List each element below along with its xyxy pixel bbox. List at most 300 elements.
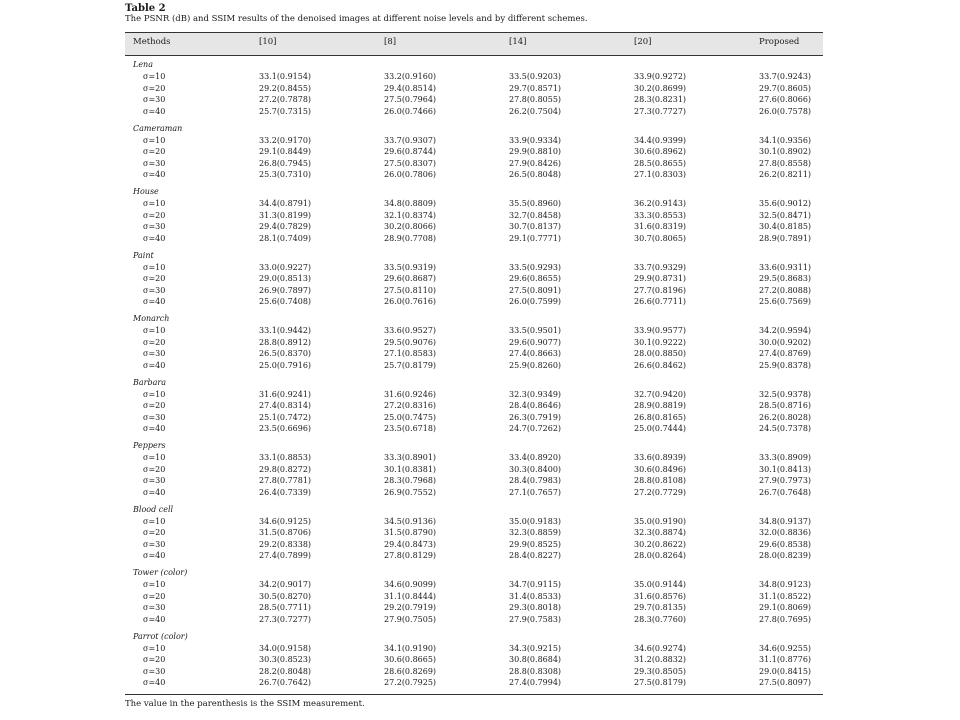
table-cell: 29.0(0.8415) — [759, 666, 812, 676]
image-name: Parrot (color) — [133, 631, 188, 641]
table-cell: 26.2(0.7504) — [509, 106, 562, 116]
table-label: Table 2 — [125, 3, 166, 14]
table-row — [125, 540, 823, 550]
sigma-label: σ=30 — [143, 476, 166, 486]
table-cell: 34.8(0.9137) — [759, 516, 812, 526]
sigma-label: σ=20 — [143, 147, 166, 157]
table-cell: 29.9(0.8810) — [509, 147, 562, 157]
table-caption: The PSNR (dB) and SSIM results of the denoised images at different noise levels and by different schemes. — [125, 14, 588, 24]
table-cell: 34.2(0.9594) — [759, 326, 812, 335]
sigma-label: σ=20 — [143, 83, 166, 93]
table-cell: 27.1(0.7657) — [509, 487, 562, 497]
table-cell: 34.8(0.9123) — [759, 580, 812, 589]
table-cell: 35.6(0.9012) — [759, 199, 812, 208]
table-cell: 31.6(0.8319) — [634, 222, 687, 232]
table-cell: 30.5(0.8270) — [259, 591, 312, 601]
table-cell: 35.0(0.9190) — [634, 516, 687, 526]
table-cell: 30.6(0.8496) — [634, 464, 687, 474]
table-row — [125, 592, 823, 602]
table-row — [125, 234, 823, 244]
table-cell: 25.0(0.7916) — [259, 360, 312, 370]
table-cell: 27.7(0.8196) — [634, 285, 687, 295]
table-cell: 25.9(0.8378) — [759, 360, 812, 370]
table-cell: 30.6(0.8962) — [634, 147, 687, 157]
sigma-label: σ=10 — [143, 135, 166, 145]
table-cell: 30.3(0.8523) — [259, 655, 312, 665]
table-cell: 29.9(0.8525) — [509, 539, 562, 549]
group-header-row — [125, 568, 823, 578]
table-row — [125, 551, 823, 561]
table-cell: 27.8(0.8558) — [759, 158, 812, 168]
table-cell: 33.3(0.8553) — [634, 210, 687, 220]
table-footnote: The value in the parenthesis is the SSIM measurement. — [125, 699, 365, 709]
table-cell: 27.8(0.8055) — [509, 95, 562, 105]
table-cell: 30.2(0.8066) — [384, 222, 437, 232]
table-cell: 34.5(0.9136) — [384, 516, 437, 526]
group-header-row — [125, 187, 823, 197]
table-cell: 35.0(0.9183) — [509, 516, 562, 526]
table-cell: 32.7(0.8458) — [509, 210, 562, 220]
table-cell: 27.8(0.7781) — [259, 476, 312, 486]
table-cell: 26.8(0.8165) — [634, 412, 687, 422]
table-cell: 33.7(0.9307) — [384, 135, 437, 145]
group-header-row — [125, 60, 823, 70]
table-cell: 24.7(0.7262) — [509, 424, 562, 434]
table-cell: 33.6(0.8939) — [634, 453, 687, 462]
sigma-label: σ=30 — [143, 603, 166, 613]
table-cell: 32.5(0.8471) — [759, 210, 812, 220]
table-cell: 29.6(0.9077) — [509, 337, 562, 347]
table-cell: 25.6(0.7569) — [759, 297, 812, 307]
table-cell: 30.2(0.8622) — [634, 539, 687, 549]
sigma-label: σ=40 — [143, 487, 166, 497]
table-cell: 26.8(0.7945) — [259, 158, 312, 168]
table-cell: 32.7(0.9420) — [634, 389, 687, 399]
table-bottom-rule — [125, 694, 823, 695]
image-name: Paint — [133, 250, 154, 260]
table-cell: 28.4(0.7983) — [509, 476, 562, 486]
table-cell: 29.9(0.8731) — [634, 274, 687, 284]
table-cell: 33.1(0.8853) — [259, 453, 312, 462]
table-cell: 34.6(0.9125) — [259, 516, 312, 526]
table-cell: 27.1(0.8303) — [634, 170, 687, 180]
table-cell: 32.3(0.8874) — [634, 528, 687, 538]
table-cell: 27.8(0.8129) — [384, 551, 437, 561]
table-cell: 27.9(0.8426) — [509, 158, 562, 168]
table-cell: 32.5(0.9378) — [759, 389, 812, 399]
group-header-row — [125, 632, 823, 642]
table-cell: 29.1(0.8449) — [259, 147, 312, 157]
group-header-row — [125, 314, 823, 324]
table-cell: 27.2(0.7925) — [384, 678, 437, 688]
table-cell: 27.2(0.7729) — [634, 487, 687, 497]
sigma-label: σ=30 — [143, 349, 166, 359]
table-row — [125, 159, 823, 169]
sigma-label: σ=10 — [143, 326, 166, 335]
table-cell: 28.0(0.8850) — [634, 349, 687, 359]
table-row — [125, 170, 823, 180]
table-cell: 34.4(0.8791) — [259, 199, 312, 208]
table-cell: 35.5(0.8960) — [509, 199, 562, 208]
image-name: Monarch — [133, 314, 170, 323]
sigma-label: σ=40 — [143, 424, 166, 434]
sigma-label: σ=40 — [143, 106, 166, 116]
table-cell: 28.2(0.8048) — [259, 666, 312, 676]
table-cell: 27.5(0.8307) — [384, 158, 437, 168]
table-cell: 26.7(0.7648) — [759, 487, 812, 497]
table-row — [125, 72, 823, 82]
table-cell: 26.0(0.7599) — [509, 297, 562, 307]
table-row — [125, 361, 823, 371]
table-cell: 33.5(0.9501) — [509, 326, 562, 335]
sigma-label: σ=10 — [143, 262, 166, 272]
table-cell: 27.9(0.7973) — [759, 476, 812, 486]
sigma-label: σ=40 — [143, 297, 166, 307]
table-cell: 27.5(0.8110) — [384, 285, 437, 295]
table-cell: 29.6(0.8538) — [759, 539, 812, 549]
table-cell: 33.1(0.9154) — [259, 72, 312, 81]
table-cell: 34.3(0.9215) — [509, 643, 562, 653]
table-cell: 33.6(0.9527) — [384, 326, 437, 335]
table-cell: 34.2(0.9017) — [259, 580, 312, 589]
sigma-label: σ=30 — [143, 666, 166, 676]
table-cell: 34.7(0.9115) — [509, 580, 562, 589]
table-row — [125, 517, 823, 527]
header-methods: Methods — [133, 37, 171, 47]
table-cell: 33.6(0.9311) — [759, 262, 812, 272]
table-cell: 36.2(0.9143) — [634, 199, 687, 208]
header-ref-10: [10] — [259, 37, 277, 47]
table-cell: 28.0(0.8239) — [759, 551, 812, 561]
table-cell: 26.3(0.7919) — [509, 412, 562, 422]
table-cell: 25.7(0.7315) — [259, 106, 312, 116]
table-cell: 27.2(0.8316) — [384, 401, 437, 411]
table-cell: 31.2(0.8832) — [634, 655, 687, 665]
table-cell: 31.4(0.8533) — [509, 591, 562, 601]
table-row — [125, 211, 823, 221]
table-row — [125, 95, 823, 105]
table-cell: 23.5(0.6696) — [259, 424, 312, 434]
table-cell: 28.9(0.7891) — [759, 233, 812, 243]
table-row — [125, 465, 823, 475]
group-header-row — [125, 378, 823, 388]
image-name: Barbara — [133, 377, 166, 387]
table-cell: 30.8(0.8684) — [509, 655, 562, 665]
sigma-label: σ=40 — [143, 233, 166, 243]
table-row — [125, 274, 823, 284]
image-name: Blood cell — [133, 504, 174, 514]
table-cell: 25.7(0.8179) — [384, 360, 437, 370]
header-proposed: Proposed — [759, 37, 800, 47]
table-cell: 29.3(0.8018) — [509, 603, 562, 613]
table-cell: 26.0(0.7616) — [384, 297, 437, 307]
table-cell: 30.7(0.8065) — [634, 233, 687, 243]
table-row — [125, 401, 823, 411]
table-cell: 25.3(0.7310) — [259, 170, 312, 180]
group-header-row — [125, 251, 823, 261]
table-row — [125, 580, 823, 590]
sigma-label: σ=10 — [143, 453, 166, 462]
image-name: Tower (color) — [133, 568, 188, 577]
table-cell: 28.8(0.8912) — [259, 337, 312, 347]
table-cell: 34.8(0.8809) — [384, 199, 437, 208]
table-cell: 23.5(0.6718) — [384, 424, 437, 434]
table-cell: 29.7(0.8135) — [634, 603, 687, 613]
table-cell: 25.0(0.7475) — [384, 412, 437, 422]
table-row — [125, 390, 823, 400]
table-row — [125, 424, 823, 434]
sigma-label: σ=10 — [143, 389, 166, 399]
table-cell: 31.5(0.8706) — [259, 528, 312, 538]
table-cell: 28.3(0.7968) — [384, 476, 437, 486]
table-cell: 27.9(0.7505) — [384, 614, 437, 624]
table-row — [125, 107, 823, 117]
table-cell: 33.0(0.9227) — [259, 262, 312, 272]
sigma-label: σ=10 — [143, 199, 166, 208]
table-cell: 27.3(0.7727) — [634, 106, 687, 116]
table-cell: 25.9(0.8260) — [509, 360, 562, 370]
table-cell: 28.3(0.7760) — [634, 614, 687, 624]
sigma-label: σ=10 — [143, 516, 166, 526]
table-cell: 26.5(0.8370) — [259, 349, 312, 359]
table-row — [125, 326, 823, 336]
table-cell: 26.0(0.7806) — [384, 170, 437, 180]
header-ref-14: [14] — [509, 37, 527, 47]
table-cell: 34.4(0.9399) — [634, 135, 687, 145]
table-cell: 29.5(0.8683) — [759, 274, 812, 284]
table-cell: 32.3(0.9349) — [509, 389, 562, 399]
table-row — [125, 528, 823, 538]
table-cell: 33.2(0.9160) — [384, 72, 437, 81]
table-cell: 28.3(0.8231) — [634, 95, 687, 105]
table-cell: 26.9(0.7552) — [384, 487, 437, 497]
table-cell: 29.1(0.7771) — [509, 233, 562, 243]
group-header-row — [125, 441, 823, 451]
table-cell: 32.1(0.8374) — [384, 210, 437, 220]
table-row — [125, 453, 823, 463]
table-cell: 26.2(0.8028) — [759, 412, 812, 422]
table-row — [125, 488, 823, 498]
table-cell: 26.0(0.7466) — [384, 106, 437, 116]
sigma-label: σ=40 — [143, 614, 166, 624]
table-header-row — [125, 37, 823, 49]
table-row — [125, 678, 823, 688]
table-cell: 28.5(0.8655) — [634, 158, 687, 168]
table-row — [125, 615, 823, 625]
table-row — [125, 222, 823, 232]
table-cell: 32.3(0.8859) — [509, 528, 562, 538]
table-cell: 26.2(0.8211) — [759, 170, 812, 180]
sigma-label: σ=30 — [143, 539, 166, 549]
table-cell: 26.6(0.7711) — [634, 297, 687, 307]
table-cell: 29.0(0.8513) — [259, 274, 312, 284]
sigma-label: σ=10 — [143, 580, 166, 589]
table-cell: 33.5(0.9203) — [509, 72, 562, 81]
table-cell: 27.4(0.7994) — [509, 678, 562, 688]
table-cell: 29.7(0.8605) — [759, 83, 812, 93]
table-cell: 29.2(0.8338) — [259, 539, 312, 549]
sigma-label: σ=40 — [143, 551, 166, 561]
table-cell: 25.1(0.7472) — [259, 412, 312, 422]
table-cell: 26.0(0.7578) — [759, 106, 812, 116]
table-cell: 34.1(0.9190) — [384, 643, 437, 653]
sigma-label: σ=40 — [143, 678, 166, 688]
table-cell: 29.6(0.8744) — [384, 147, 437, 157]
image-name: Cameraman — [133, 123, 183, 133]
sigma-label: σ=10 — [143, 72, 166, 81]
table-cell: 28.0(0.8264) — [634, 551, 687, 561]
table-cell: 24.5(0.7378) — [759, 424, 812, 434]
table-cell: 33.2(0.9170) — [259, 135, 312, 145]
table-cell: 26.4(0.7339) — [259, 487, 312, 497]
table-row — [125, 286, 823, 296]
table-cell: 35.0(0.9144) — [634, 580, 687, 589]
table-cell: 29.5(0.9076) — [384, 337, 437, 347]
table-row — [125, 413, 823, 423]
sigma-label: σ=20 — [143, 401, 166, 411]
table-cell: 26.7(0.7642) — [259, 678, 312, 688]
table-cell: 28.8(0.8308) — [509, 666, 562, 676]
table-row — [125, 136, 823, 146]
table-cell: 27.2(0.7878) — [259, 95, 312, 105]
table-cell: 32.0(0.8836) — [759, 528, 812, 538]
image-name: Lena — [133, 60, 153, 69]
table-cell: 33.3(0.8909) — [759, 453, 812, 462]
table-cell: 27.4(0.8663) — [509, 349, 562, 359]
table-cell: 31.1(0.8522) — [759, 591, 812, 601]
sigma-label: σ=30 — [143, 158, 166, 168]
table-cell: 29.7(0.8571) — [509, 83, 562, 93]
table-cell: 30.1(0.8413) — [759, 464, 812, 474]
table-cell: 30.3(0.8400) — [509, 464, 562, 474]
table-cell: 26.6(0.8462) — [634, 360, 687, 370]
sigma-label: σ=20 — [143, 591, 166, 601]
table-cell: 29.2(0.7919) — [384, 603, 437, 613]
table-row — [125, 603, 823, 613]
table-row — [125, 338, 823, 348]
table-cell: 29.1(0.8069) — [759, 603, 812, 613]
image-name: Peppers — [133, 441, 166, 450]
table-cell: 25.0(0.7444) — [634, 424, 687, 434]
table-cell: 30.0(0.9202) — [759, 337, 812, 347]
table-cell: 28.8(0.8108) — [634, 476, 687, 486]
table-cell: 29.3(0.8505) — [634, 666, 687, 676]
table-cell: 29.2(0.8455) — [259, 83, 312, 93]
table-cell: 31.6(0.9246) — [384, 389, 437, 399]
sigma-label: σ=30 — [143, 95, 166, 105]
table-row — [125, 263, 823, 273]
sigma-label: σ=30 — [143, 285, 166, 295]
table-cell: 27.3(0.7277) — [259, 614, 312, 624]
group-header-row — [125, 505, 823, 515]
table-cell: 30.1(0.8902) — [759, 147, 812, 157]
table-cell: 33.9(0.9272) — [634, 72, 687, 81]
table-cell: 28.6(0.8269) — [384, 666, 437, 676]
sigma-label: σ=20 — [143, 210, 166, 220]
table-cell: 30.4(0.8185) — [759, 222, 812, 232]
table-cell: 29.4(0.8514) — [384, 83, 437, 93]
table-row — [125, 644, 823, 654]
sigma-label: σ=30 — [143, 412, 166, 422]
table-cell: 27.5(0.7964) — [384, 95, 437, 105]
table-row — [125, 349, 823, 359]
table-cell: 26.5(0.8048) — [509, 170, 562, 180]
table-cell: 28.4(0.8227) — [509, 551, 562, 561]
table-cell: 30.7(0.8137) — [509, 222, 562, 232]
table-row — [125, 84, 823, 94]
image-name: House — [133, 187, 159, 196]
table-cell: 29.4(0.8473) — [384, 539, 437, 549]
header-ref-8: [8] — [384, 37, 397, 47]
table-cell: 33.4(0.8920) — [509, 453, 562, 462]
table-cell: 28.9(0.7708) — [384, 233, 437, 243]
table-row — [125, 297, 823, 307]
table-row — [125, 476, 823, 486]
header-ref-20: [20] — [634, 37, 652, 47]
table-cell: 27.5(0.8179) — [634, 678, 687, 688]
table-cell: 31.1(0.8444) — [384, 591, 437, 601]
table-cell: 27.4(0.7899) — [259, 551, 312, 561]
table-cell: 33.9(0.9334) — [509, 135, 562, 145]
table-cell: 30.2(0.8699) — [634, 83, 687, 93]
table-cell: 28.5(0.8716) — [759, 401, 812, 411]
table-cell: 31.5(0.8790) — [384, 528, 437, 538]
table-cell: 34.6(0.9099) — [384, 580, 437, 589]
sigma-label: σ=20 — [143, 274, 166, 284]
table-cell: 33.5(0.9293) — [509, 262, 562, 272]
table-cell: 28.5(0.7711) — [259, 603, 312, 613]
table-cell: 26.9(0.7897) — [259, 285, 312, 295]
table-cell: 34.1(0.9356) — [759, 135, 812, 145]
table-cell: 33.5(0.9319) — [384, 262, 437, 272]
table-cell: 30.6(0.8665) — [384, 655, 437, 665]
table-cell: 29.6(0.8655) — [509, 274, 562, 284]
table-cell: 33.9(0.9577) — [634, 326, 687, 335]
table-cell: 28.4(0.8646) — [509, 401, 562, 411]
sigma-label: σ=10 — [143, 643, 166, 653]
table-cell: 27.8(0.7695) — [759, 614, 812, 624]
sigma-label: σ=20 — [143, 528, 166, 538]
sigma-label: σ=40 — [143, 170, 166, 180]
table-cell: 27.1(0.8583) — [384, 349, 437, 359]
sigma-label: σ=40 — [143, 360, 166, 370]
table-cell: 27.5(0.8097) — [759, 678, 812, 688]
table-cell: 27.5(0.8091) — [509, 285, 562, 295]
table-row — [125, 147, 823, 157]
table-cell: 25.6(0.7408) — [259, 297, 312, 307]
table-cell: 33.7(0.9243) — [759, 72, 812, 81]
table-cell: 29.8(0.8272) — [259, 464, 312, 474]
table-cell: 31.1(0.8776) — [759, 655, 812, 665]
table-cell: 33.1(0.9442) — [259, 326, 312, 335]
table-cell: 33.7(0.9329) — [634, 262, 687, 272]
table-cell: 31.3(0.8199) — [259, 210, 312, 220]
table-row — [125, 199, 823, 209]
sigma-label: σ=20 — [143, 337, 166, 347]
table-cell: 29.6(0.8687) — [384, 274, 437, 284]
table-cell: 28.1(0.7409) — [259, 233, 312, 243]
table-cell: 27.2(0.8088) — [759, 285, 812, 295]
table-cell: 27.4(0.8769) — [759, 349, 812, 359]
table-row — [125, 655, 823, 665]
table-cell: 31.6(0.8576) — [634, 591, 687, 601]
table-cell: 30.1(0.9222) — [634, 337, 687, 347]
table-cell: 28.9(0.8819) — [634, 401, 687, 411]
table-cell: 30.1(0.8381) — [384, 464, 437, 474]
table-cell: 34.6(0.9274) — [634, 643, 687, 653]
table-cell: 27.6(0.8066) — [759, 95, 812, 105]
table-cell: 29.4(0.7829) — [259, 222, 312, 232]
